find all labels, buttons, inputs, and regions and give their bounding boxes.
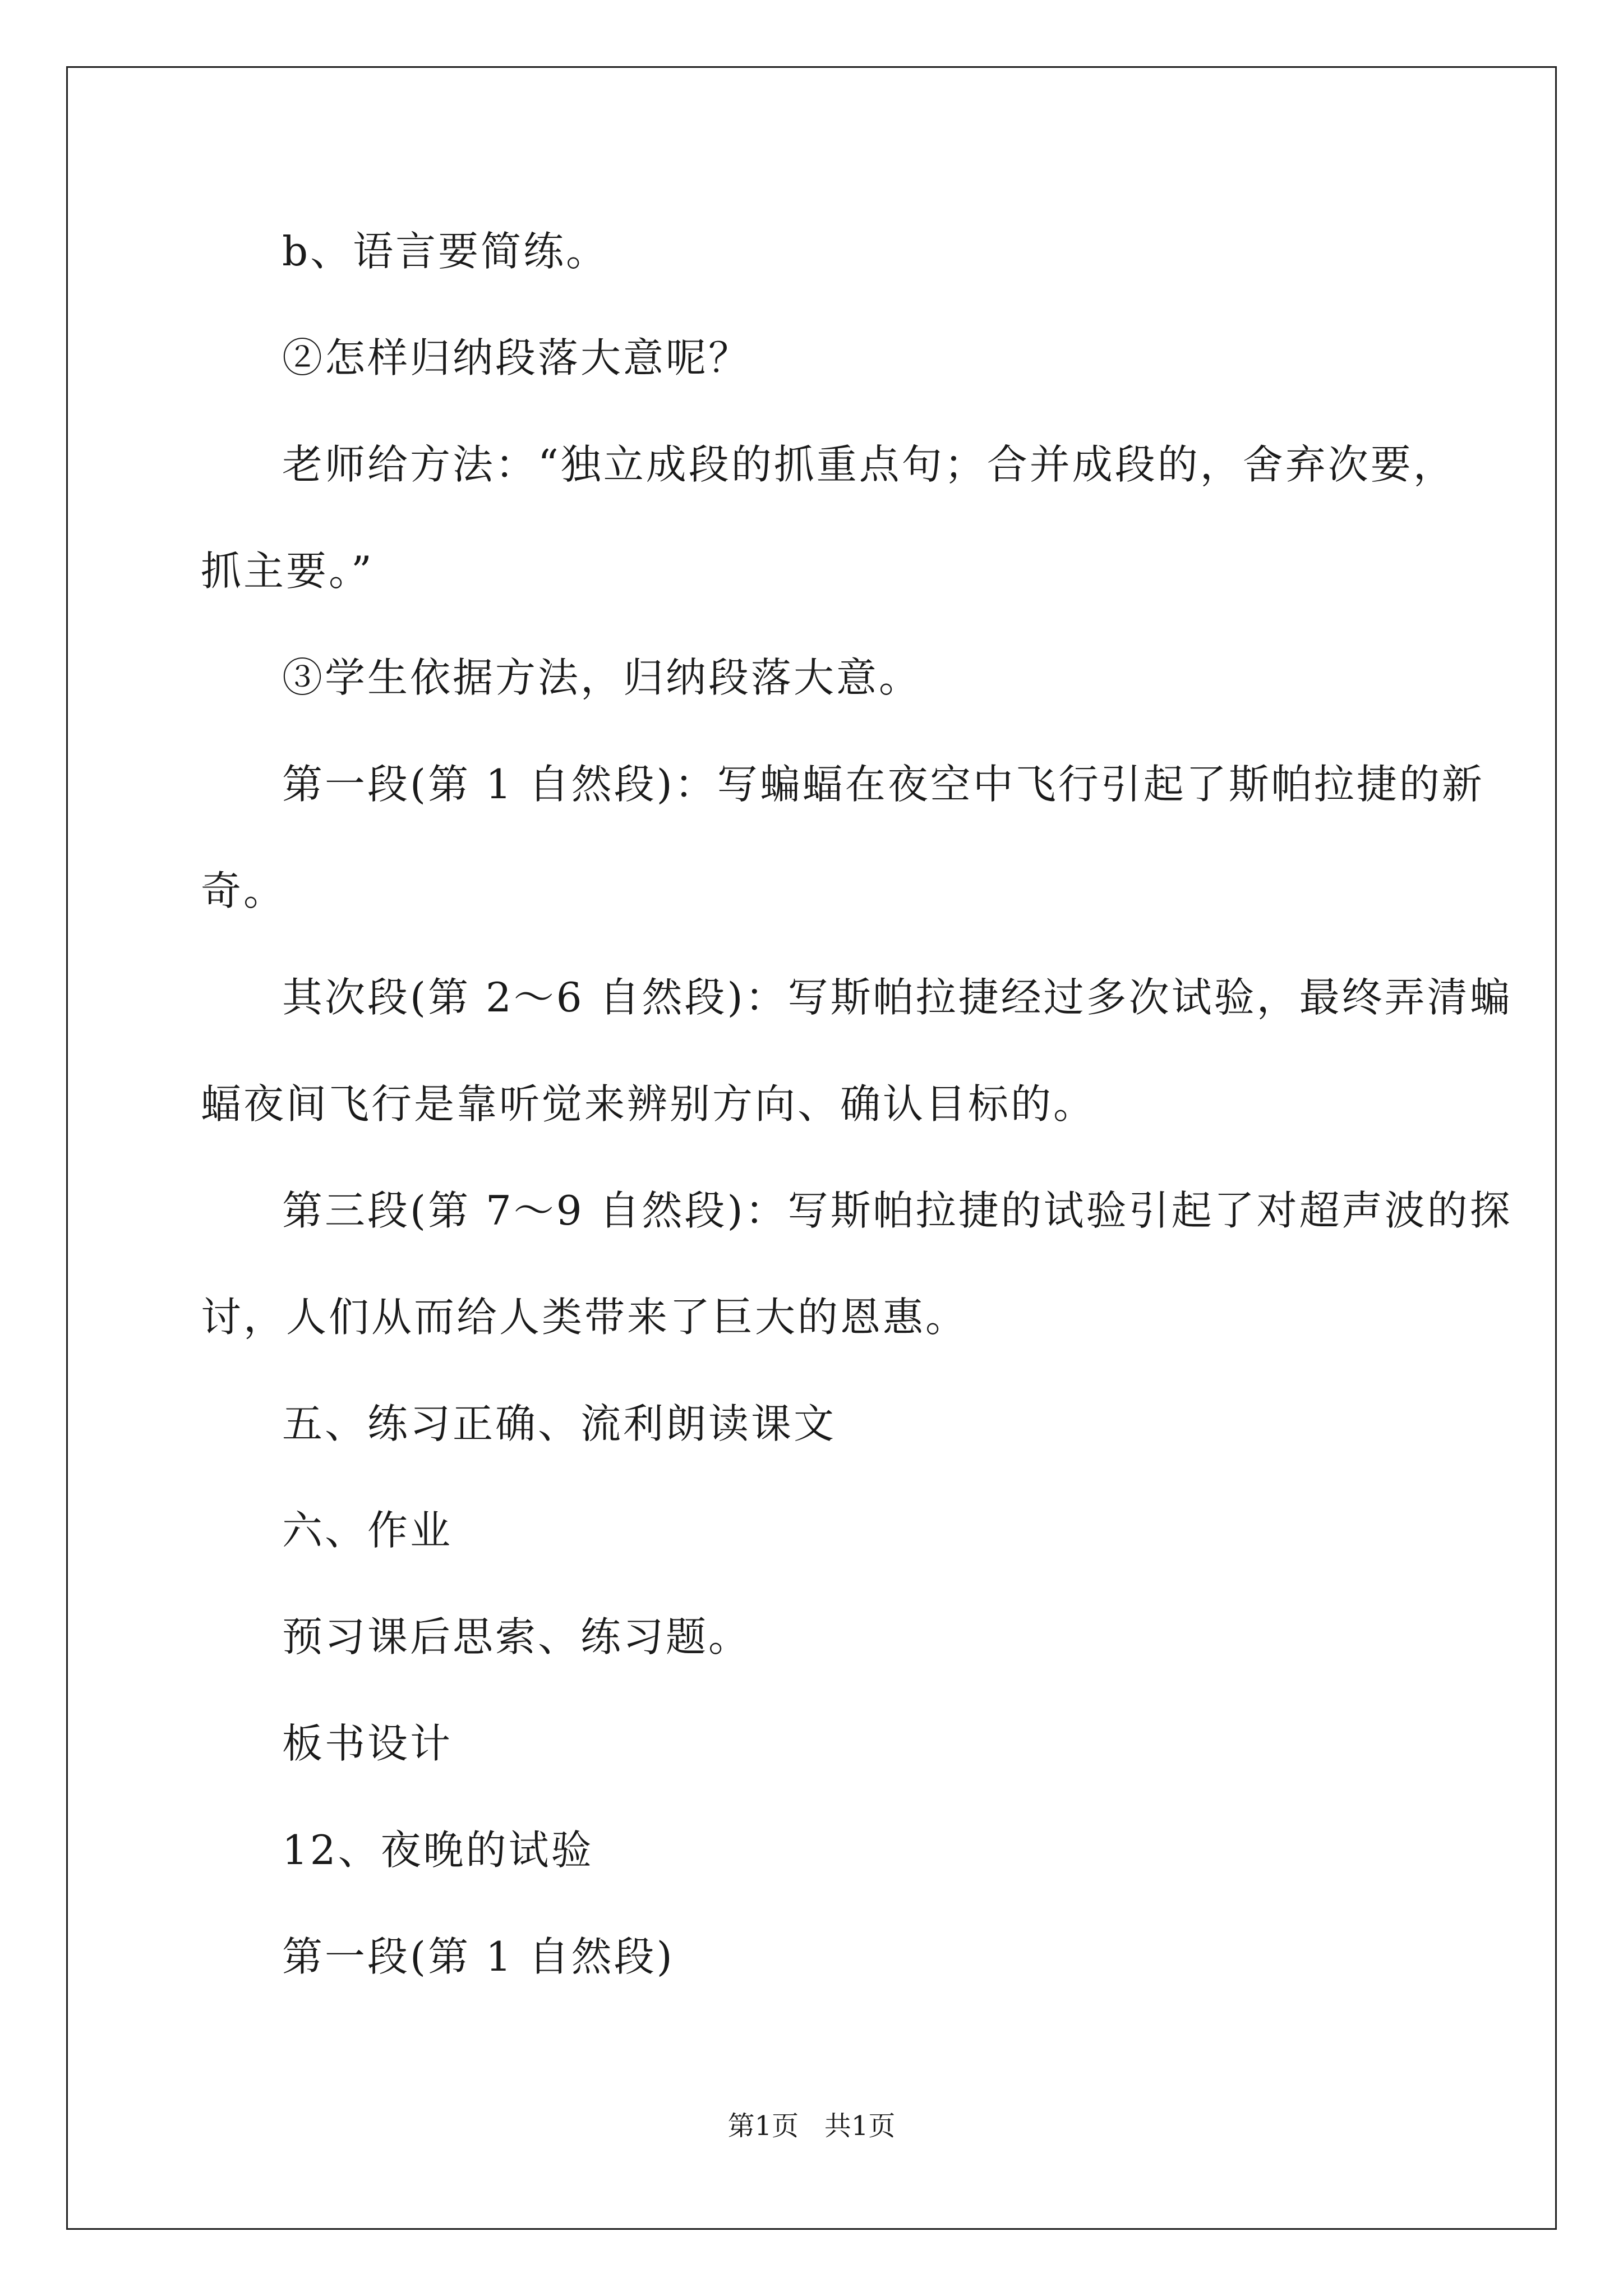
text-line: 第三段(第 7～9 自然段)：写斯帕拉捷的试验引起了对超声波的探 — [282, 1187, 1513, 1234]
text-line: 奇。 — [201, 867, 287, 914]
text-line: 板书设计 — [282, 1720, 453, 1767]
page-border — [66, 66, 1557, 2230]
text-line: ②怎样归纳段落大意呢？ — [282, 334, 751, 381]
text-line: b、语言要简练。 — [282, 228, 609, 275]
text-line: 12、夜晚的试验 — [282, 1826, 594, 1874]
text-line: 六、作业 — [282, 1507, 453, 1554]
text-line: 老师给方法：“独立成段的抓重点句；合并成段的，舍弃次要， — [282, 441, 1456, 488]
page-footer: 第1页 共1页 — [727, 2110, 896, 2142]
text-line: 第一段(第 1 自然段) — [282, 1933, 675, 1980]
text-line: 预习课后思索、练习题。 — [282, 1613, 751, 1660]
text-line: 第一段(第 1 自然段)：写蝙蝠在夜空中飞行引起了斯帕拉捷的新 — [282, 761, 1484, 808]
text-line: 其次段(第 2～6 自然段)：写斯帕拉捷经过多次试验，最终弄清蝙 — [282, 974, 1513, 1021]
text-line: ③学生依据方法，归纳段落大意。 — [282, 654, 922, 701]
text-line: 蝠夜间飞行是靠听觉来辨别方向、确认目标的。 — [201, 1080, 1096, 1128]
text-line: 抓主要。” — [201, 547, 374, 595]
text-line: 讨，人们从而给人类带来了巨大的恩惠。 — [201, 1294, 969, 1341]
text-line: 五、练习正确、流利朗读课文 — [282, 1400, 837, 1447]
